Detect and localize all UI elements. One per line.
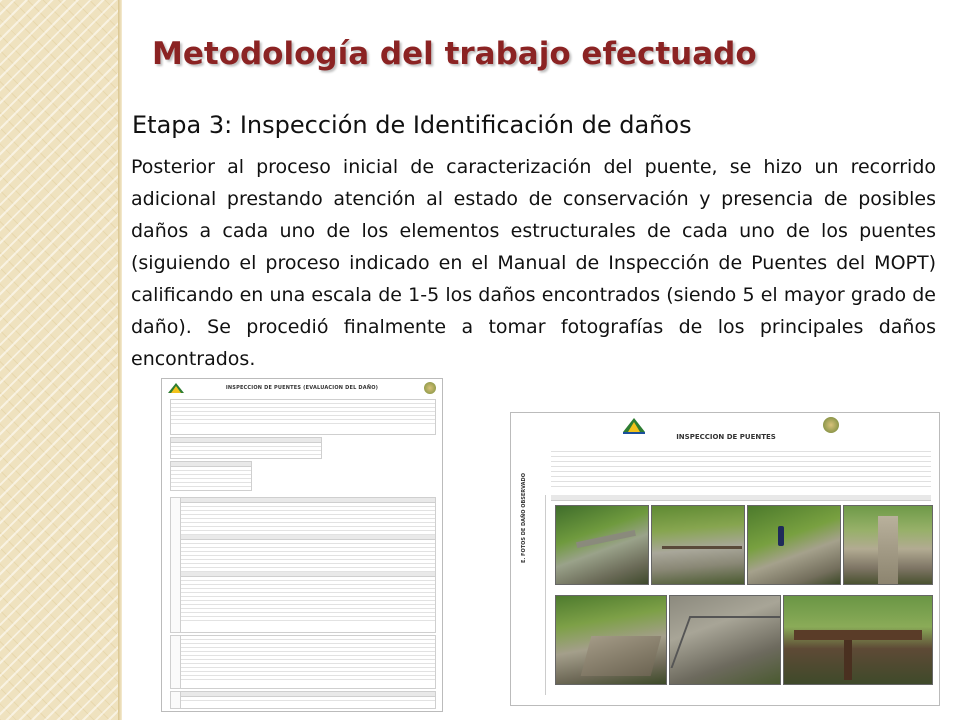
bridge-photo-6: [669, 595, 781, 685]
university-seal-icon: [823, 417, 839, 433]
inspection-form-thumbnail: [161, 378, 443, 712]
bridge-photo-4: [843, 505, 933, 585]
form-comments-table: [170, 691, 436, 709]
bridge-photo-7: [783, 595, 933, 685]
form-substructure-table: [170, 635, 436, 689]
bridge-photo-5: [555, 595, 667, 685]
form-inspection-data: [170, 437, 322, 459]
photo-caption-row-1: [555, 585, 931, 589]
bridge-photo-3: [747, 505, 841, 585]
university-seal-icon: [424, 382, 436, 394]
bridge-photo-2: [651, 505, 745, 585]
bridge-photo-1: [555, 505, 649, 585]
slide-body-text: Posterior al proceso inicial de caracterización del puente, se hizo un recorrido adicional prestando atención al estado de conservación y presencia de posibles daños a cada uno de los elementos estructurales de cada uno de los puentes (siguiendo el proceso indicado en el Manual de Inspección de Puentes del MOPT) calificando en una escala de 1-5 los daños encontrados (siendo 5 el mayor grado de daño). Se procedió finalmente a tomar fotografías de los principales daños encontrados.: [131, 156, 936, 370]
decorative-side-band: [0, 0, 120, 720]
slide-title: Metodología del trabajo efectuado: [152, 36, 757, 72]
photo-section-header: [551, 495, 931, 501]
photo-section-label: E. FOTOS DE DAÑO OBSERVADO: [521, 473, 527, 563]
institution-logo-icon: [168, 383, 184, 393]
form-general-approach: [170, 461, 252, 491]
photo-sheet-title: INSPECCION DE PUENTES: [676, 433, 776, 441]
photo-caption-row-2: [555, 687, 931, 691]
slide-subtitle: Etapa 3: Inspección de Identificación de daños: [132, 111, 692, 139]
photo-sheet-info-table: [551, 447, 931, 491]
institution-logo-icon: [623, 418, 645, 434]
form-evaluation-table: [170, 497, 436, 633]
photo-sheet-thumbnail: [510, 412, 940, 706]
side-band-edge: [118, 0, 122, 720]
form-title: INSPECCION DE PUENTES (EVALUACION DEL DAÑO): [225, 385, 379, 391]
form-general-section: [170, 399, 436, 435]
